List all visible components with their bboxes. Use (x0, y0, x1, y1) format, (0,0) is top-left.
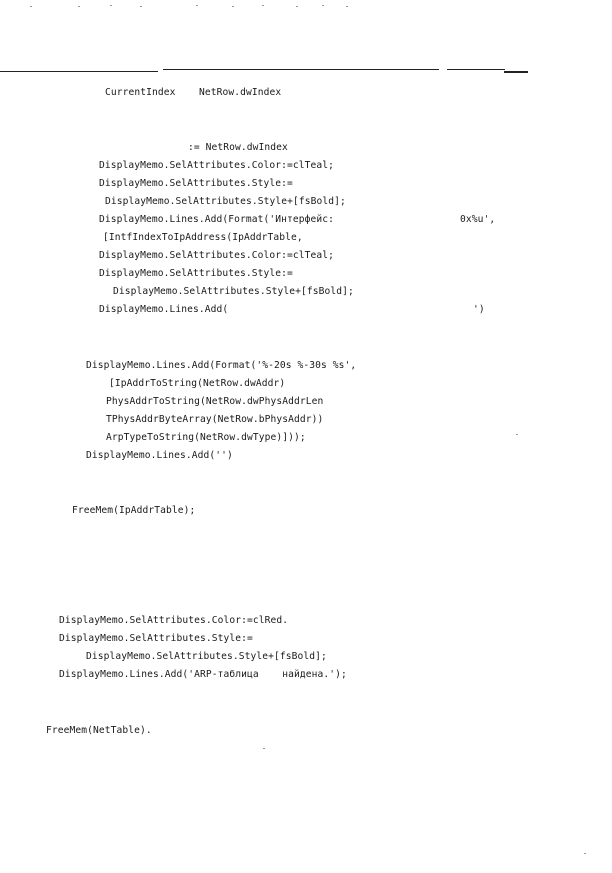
code-line: ArpTypeToString(NetRow.dwType)])); (106, 432, 306, 443)
scan-speck (78, 6, 80, 7)
code-line: DisplayMemo.SelAttributes.Style:= (99, 178, 293, 189)
header-rule-middle (163, 69, 439, 70)
scan-speck (296, 6, 298, 7)
code-line: [IntfIndexToIpAddress(IpAddrTable, (103, 232, 303, 243)
code-line: DisplayMemo.Lines.Add(Format('Интерфейс: (99, 214, 335, 225)
code-line-continuation: ') (473, 304, 485, 315)
code-line-continuation: 0x%u', (460, 214, 496, 225)
scan-speck (232, 6, 234, 7)
code-line: := NetRow.dwIndex (188, 142, 288, 153)
code-line: PhysAddrToString(NetRow.dwPhysAddrLen (106, 396, 324, 407)
scan-speck (110, 5, 112, 6)
scan-speck (196, 5, 198, 6)
scan-speck (516, 434, 518, 435)
header-rule-right (447, 69, 505, 70)
code-line-header: CurrentIndex NetRow.dwIndex (105, 87, 282, 98)
code-line: DisplayMemo.Lines.Add( (99, 304, 229, 315)
scan-speck (346, 6, 348, 7)
scan-speck (30, 6, 32, 7)
code-line: DisplayMemo.SelAttributes.Style+[fsBold]; (105, 196, 346, 207)
code-line: DisplayMemo.SelAttributes.Style:= (99, 268, 293, 279)
scan-speck (584, 853, 586, 854)
code-line: DisplayMemo.SelAttributes.Style:= (59, 633, 253, 644)
code-line: DisplayMemo.SelAttributes.Color:=clTeal; (99, 250, 335, 261)
code-line: DisplayMemo.SelAttributes.Style+[fsBold]; (113, 286, 354, 297)
code-line: DisplayMemo.SelAttributes.Color:=clTeal; (99, 160, 335, 171)
code-line: TPhysAddrByteArray(NetRow.bPhysAddr)) (106, 414, 324, 425)
code-line: DisplayMemo.Lines.Add('') (86, 450, 233, 461)
header-rule-left (0, 71, 158, 72)
code-line: DisplayMemo.SelAttributes.Style+[fsBold]; (86, 651, 327, 662)
scan-speck (262, 5, 264, 6)
code-line: DisplayMemo.Lines.Add('ARP-таблица найдена.'); (59, 669, 347, 680)
scan-speck (263, 748, 265, 749)
code-line: FreeMem(NetTable). (46, 725, 152, 736)
code-line: DisplayMemo.SelAttributes.Color:=clRed. (59, 615, 289, 626)
header-rule-end (504, 71, 528, 73)
scan-speck (322, 5, 324, 6)
code-line: [IpAddrToString(NetRow.dwAddr) (109, 378, 286, 389)
code-line: DisplayMemo.Lines.Add(Format('%-20s %-30s %s', (86, 360, 357, 371)
scan-speck (140, 6, 142, 7)
code-line: FreeMem(IpAddrTable); (72, 505, 196, 516)
